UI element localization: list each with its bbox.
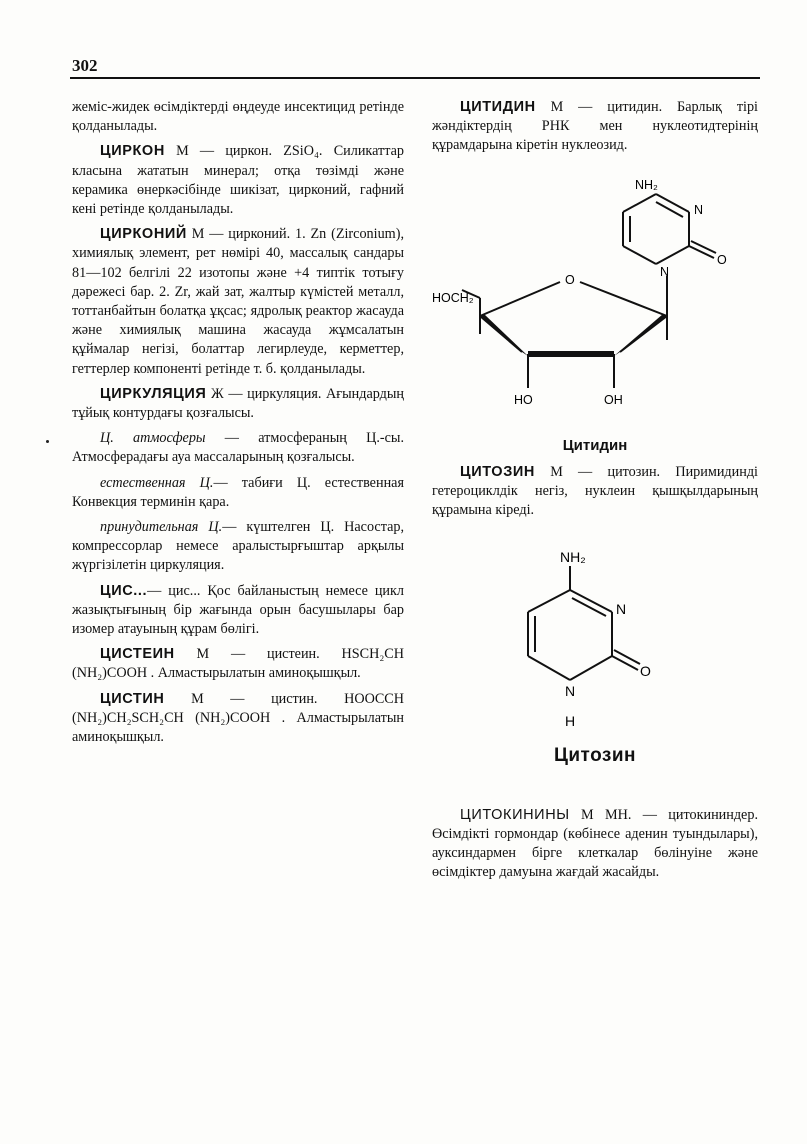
ring-bond [656,194,689,212]
entry-tsirkulyatsiya [72,385,404,423]
ring-bond [528,656,570,680]
subentry-prinuditelnaya [72,518,404,576]
entry-term: ЦИРКУЛЯЦИЯ [100,385,207,402]
nh2-label: NH₂ [560,549,586,566]
entry-tsistin [72,690,404,748]
header-rule [70,77,760,79]
right-column [432,98,758,888]
subentry-lead: Ц. атмосферы [100,430,206,447]
entry-term: ЦИРКОН [100,143,165,160]
entry-term: ЦИТИДИН [460,99,536,115]
cytidine-structure-drawing [432,164,758,432]
carbonyl-bond [612,656,638,670]
entry-tsitokininy [432,806,758,883]
ho-label: HO [514,392,533,407]
cytidine-structure [432,164,758,432]
entry-body: М — циркон. ZSiO₄. Силикаттар класына жататын минерал; отқа төзімді және керамика өнеркәсібінде шикізат, цирконий, гафний кені ретінде қолданылады. [72,143,404,218]
entry-term: ЦИСТИН [100,690,165,707]
entry-body: М — цистеин. HSCH₂CH (NH₂)COOH . Алмастырылатын аминоқышқыл. [72,646,404,682]
entry-tsis [72,582,404,640]
entry-body: М МН. — цитокининдер. Өсімдікті гормондар (көбінесе аденин туындылары), ауксиндармен бірге клеткалар бөлінуіне және өсімдіктер дамуына жағдай жасайды. [432,806,758,881]
ring-bond [623,194,656,212]
ring-bond [528,590,570,612]
entry-body: — цис... Қос байланыстың немесе цикл жазықтығының бір жағында орын басушылары бар изомер атауының құрам бөлігі. [72,582,404,638]
entry-tsitozin [432,463,758,521]
carbonyl-bond [614,650,640,664]
cytosine-structure [432,530,758,740]
n-label: N [660,264,670,279]
hoch2-label: HOCH₂ [432,290,474,305]
subentry-lead: принудительная Ц. [100,519,223,536]
ring-bond [570,656,612,680]
entry-body: — табиғи Ц. естественная Конвекция терминін қара. [72,474,404,510]
carbonyl-bond [689,246,714,258]
n-label: N [616,601,627,618]
carbonyl-bond [691,241,716,253]
sugar-bond [480,282,560,316]
wedge-bond [480,314,528,356]
entry-body: — атмосфераның Ц.-сы. Атмосферадағы ауа массаларының қозғалысы. [72,430,404,466]
nh2-label: NH₂ [635,177,658,192]
ring-bond [623,246,656,264]
wedge-bond [614,314,667,356]
n-label: N [694,202,704,217]
entry-body: жеміс-жидек өсімдіктерді өңдеуде инсектицид ретінде қолданылады. [72,99,404,135]
entry-intro [72,98,404,136]
o-label: O [717,252,727,267]
cytosine-structure-drawing [432,530,758,740]
entry-body: М — цирконий. 1. Zn (Zirconium), химиялық элемент, рет нөмірі 40, массалық сандары 81—102 белгілі 22 изотопы және +4 типтік тотығу дәрежесі бар. 2. Zr, жай зат, жалтыр күмістей металл, тоттанбайтын болатқа ұқсас; ядролық реактор жасауда және химиялық машина жасауда жұмсалатын құймалар негізі, болаттар легирлеуде, керметтер, геттерлер компоненті ретінде т. б. қолданылады. [72,226,404,377]
entry-tsirkon [72,142,404,219]
entry-body: М — цитозин. Пиримидинді гетероциклдік негіз, нуклеин қышқылдарының құрамына кіреді. [432,463,758,519]
figure-caption-cytidine: Цитидин [562,436,628,454]
entry-term: ЦИС... [100,582,148,599]
entry-term: ЦИТОЗИН [460,463,535,480]
subentry-estestvennaya [72,474,404,512]
h-label: H [565,713,576,730]
n-label: N [565,683,576,700]
entry-term: ЦИРКОНИЙ [100,226,187,243]
subentry-atmosfery [72,429,404,467]
oh-label: OH [604,392,623,407]
subentry-lead: естественная Ц. [100,474,214,491]
double-bond [656,202,683,217]
entry-tsirkoniy [72,225,404,379]
entry-body: М — цистин. HOOCCH (NH₂)CH₂SCH₂CH (NH₂)COOH . Алмастырылатын аминоқышқыл. [72,690,404,746]
entry-body: — күштелген Ц. Насостар, компрессорлар немесе аралыстырғыштар арқылы жүргізілетін циркуляция. [72,519,405,574]
sugar-bond [580,282,667,316]
ring-oxygen-label: O [565,272,575,287]
figure-caption-cytosine: Цитозин [553,745,637,767]
entry-body: М — цитидин. Барлық тірі жәндіктердің РНК мен нуклеотидтерінің құрамдарына кіретін нуклеозид. [432,99,758,154]
print-speck [46,440,49,443]
entry-tsistein [72,645,404,683]
o-label: O [640,663,651,680]
ring-bond [656,246,689,264]
entry-term: ЦИТОКИНИНЫ [460,806,570,823]
left-column [72,98,404,753]
page-number: 302 [72,56,98,75]
entry-tsitidin [432,98,758,156]
entry-body: Ж — циркуляция. Ағындардың тұйық контурдағы қозғалысы. [72,385,404,422]
entry-term: ЦИСТЕИН [100,646,175,663]
